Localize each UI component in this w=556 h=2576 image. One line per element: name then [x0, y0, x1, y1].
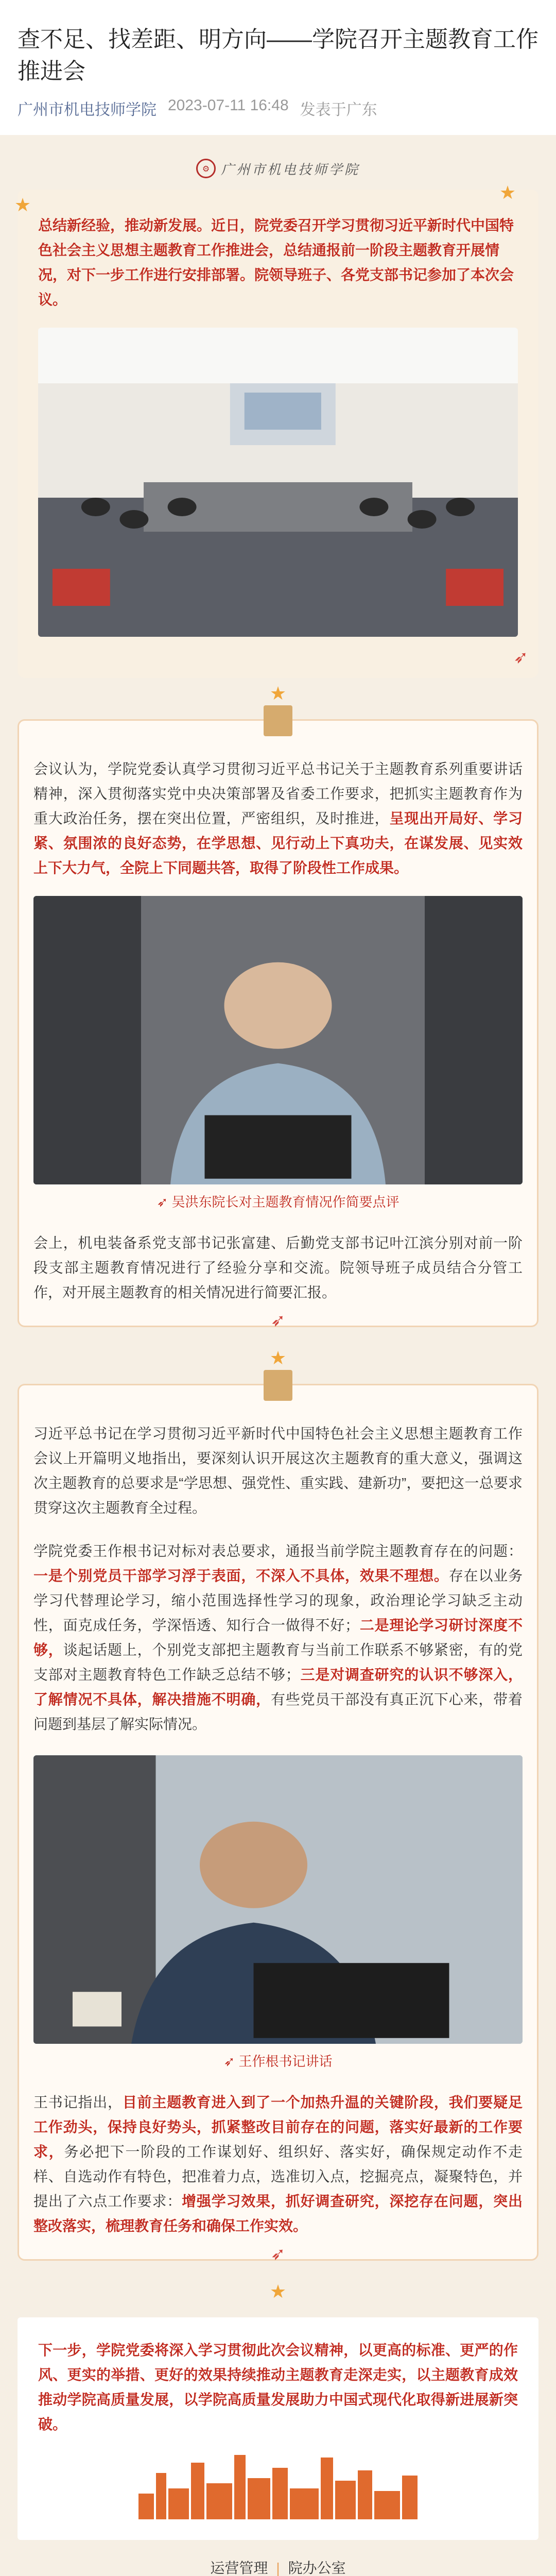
para-highlight: 二是理论学习研讨深度不够，	[33, 1617, 523, 1658]
bird-icon: ➶	[270, 2244, 286, 2264]
para-text: 谈起话题上，个别党支部把主题教育与当前工作联系不够紧密，有的党支部对主题教育特色工作缺乏总结不够；	[33, 1642, 523, 1683]
photo-1-caption-text: 吴洪东院长对主题教育情况作简要点评	[171, 1194, 399, 1210]
credits-row	[18, 2555, 538, 2576]
star-divider-icon: ★	[269, 683, 287, 704]
section-1-para-highlight: 呈现出开局好、学习紧、氛围浓的良好态势，在学思想、见行动上下真功夫，在谋发展、见实效上下大力气，全院上下同题共答，取得了阶段性工作成果。	[33, 810, 523, 876]
para-highlight: 一是个别党员干部学习浮于表面，不深入不具体，效果不理想。	[33, 1568, 449, 1584]
speaker-image	[33, 896, 523, 1184]
intro-card	[14, 182, 538, 678]
city-skyline-decoration	[38, 2452, 518, 2519]
para-text: 王书记指出，	[33, 2094, 123, 2110]
section-1-para-text: 会议认为，学院党委认真学习贯彻习近平总书记关于主题教育系列重要讲话精神，深入贯彻落实党中央决策部署及省委工作要求，把抓实主题教育作为重大政治任务，摆在突出位置，严密组织，及时推进，	[33, 761, 523, 826]
star-divider-icon: ★	[269, 2281, 287, 2302]
section-2-paragraph-2	[33, 1539, 523, 1737]
brand-logo-bar	[18, 156, 538, 181]
photo-wang-zuogen	[33, 1755, 523, 2044]
para-text: 学院党委王作根书记对标对表总要求，通报当前学院主题教育存在的问题：	[33, 1543, 523, 1559]
star-divider-icon: ★	[269, 1347, 287, 1368]
stamp-icon	[264, 705, 292, 736]
publish-location: 发表于广东	[300, 101, 377, 118]
section-1-card	[18, 719, 538, 1330]
photo-2-caption	[33, 2051, 523, 2072]
bird-icon: ➶	[270, 1311, 286, 1330]
credit-separator: |	[276, 2560, 280, 2576]
article-body-frame	[0, 135, 556, 2576]
section-2-card	[18, 1384, 538, 2264]
para-text: 存在以业务学习代替理论学习，缩小范围选择性学习的现象，政治理论学习缺乏主动性，面克成任务，学深悟透、知行合一做得不好；	[33, 1568, 523, 1633]
school-logo-icon: ⚙	[196, 159, 216, 178]
section-2-paragraph-1: 习近平总书记在学习贯彻习近平新时代中国特色社会主义思想主题教育工作会议上开篇明义地指出，要深刻认识开展这次主题教育的重大意义，强调这次主题教育的总要求是“学思想、强党性、重实践、建新功”，要把这一总要求贯穿这次主题教育全过程。	[33, 1426, 523, 1516]
photo-wu-hongdong	[33, 896, 523, 1184]
para-text: 务必把下一阶段的工作谋划好、组织好、落实好，确保规定动作不走样、自选动作有特色，把准着力点，选准切入点，挖掘亮点，凝聚特色，并提出了六点工作要求：	[33, 2144, 523, 2209]
para-highlight: 增强学习效果，抓好调查研究，深挖存在问题，突出整改落实，梳理教育任务和确保工作实效。	[33, 2193, 523, 2234]
speaker-image	[33, 1755, 523, 2044]
article-meta	[18, 97, 538, 120]
caption-bird-icon: ➶	[157, 1194, 168, 1210]
intro-text: 总结新经验，推动新发展。近日，院党委召开学习贯彻习近平新时代中国特色社会主义思想主题教育工作推进会，总结通报前一阶段主题教育开展情况，对下一步工作进行安排部署。院领导班子、各党支部书记参加了本次会议。	[38, 217, 514, 308]
caption-bird-icon: ➶	[223, 2054, 235, 2069]
meeting-photo	[38, 328, 518, 637]
credit-value: 院办公室	[288, 2560, 346, 2576]
publish-date: 2023-07-11 16:48	[168, 97, 289, 114]
school-logo-text: 广州市机电技师学院	[220, 162, 360, 178]
section-1-paragraph-2: 会上，机电装备系党支部书记张富建、后勤党支部书记叶江滨分别对前一阶段支部主题教育情况进行了经验分享和交流。院领导班子成员结合分管工作，对开展主题教育的相关情况进行简要汇报。	[33, 1235, 523, 1300]
bird-icon: ➶	[513, 648, 528, 667]
account-name-link[interactable]: 广州市机电技师学院	[18, 101, 157, 118]
closing-box	[18, 2317, 538, 2540]
article-title: 查不足、找差距、明方向——学院召开主题教育工作推进会	[18, 27, 538, 84]
para-text: 有些党员干部没有真正沉下心来，带着问题到基层了解实际情况。	[33, 1691, 523, 1732]
closing-text: 下一步，学院党委将深入学习贯彻此次会议精神，以更高的标准、更严的作风、更实的举措、更好的效果持续推动主题教育走深走实，以主题教育成效推动学院高质量发展，以学院高质量发展助力中国式现代化取得新进展新突破。	[38, 2342, 518, 2432]
star-icon: ★	[499, 182, 516, 203]
stamp-icon	[264, 1370, 292, 1401]
section-1-paragraph-1	[33, 757, 523, 880]
article-header	[0, 0, 556, 130]
credit-label: 运营管理	[210, 2560, 268, 2576]
credits	[18, 2540, 538, 2576]
photo-2-caption-text: 王作根书记讲话	[238, 2054, 333, 2069]
section-2-paragraph-3	[33, 2090, 523, 2239]
star-icon: ★	[14, 194, 31, 215]
para-highlight: 目前主题教育进入到了一个加热升温的关键阶段，我们要疑足工作劲头，保持良好势头，抓紧整改目前存在的问题，落实好最新的工作要求，	[33, 2094, 523, 2160]
para-highlight: 三是对调查研究的认识不够深入，了解情况不具体，解决措施不明确，	[33, 1667, 523, 1707]
meeting-room-image	[38, 328, 518, 637]
photo-1-caption	[33, 1192, 523, 1212]
